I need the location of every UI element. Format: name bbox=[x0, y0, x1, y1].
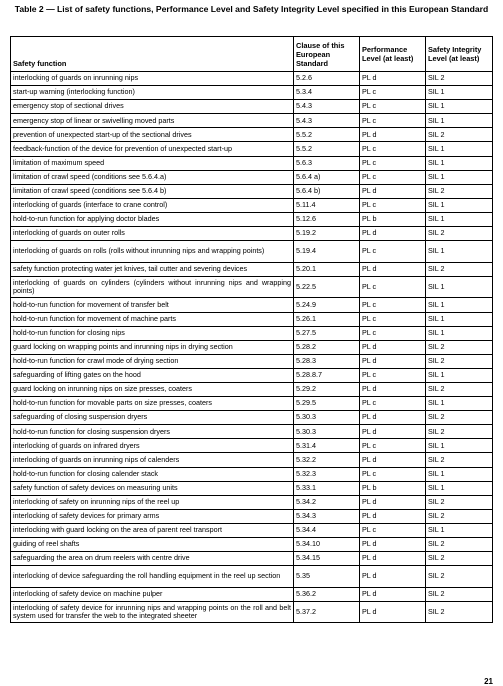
header-performance-level: Performance Level (at least) bbox=[360, 37, 426, 72]
cell-safety-integrity-level: SIL 2 bbox=[426, 495, 493, 509]
cell-safety-function: limitation of crawl speed (conditions see 5.6.4.a) bbox=[11, 170, 294, 184]
cell-performance-level: PL d bbox=[360, 382, 426, 396]
cell-safety-integrity-level: SIL 1 bbox=[426, 397, 493, 411]
cell-clause: 5.12.6 bbox=[294, 212, 360, 226]
cell-safety-function: interlocking of guards (interface to crane control) bbox=[11, 198, 294, 212]
cell-performance-level: PL d bbox=[360, 411, 426, 425]
cell-safety-integrity-level: SIL 1 bbox=[426, 467, 493, 481]
cell-performance-level: PL c bbox=[360, 523, 426, 537]
table-row bbox=[11, 425, 493, 439]
cell-safety-function: limitation of crawl speed (conditions see 5.6.4 b) bbox=[11, 184, 294, 198]
cell-clause: 5.6.4 b) bbox=[294, 184, 360, 198]
table-row bbox=[11, 114, 493, 128]
cell-safety-function: interlocking of guards on inrunning nips bbox=[11, 72, 294, 86]
cell-clause: 5.19.2 bbox=[294, 227, 360, 241]
cell-performance-level: PL b bbox=[360, 212, 426, 226]
cell-clause: 5.28.2 bbox=[294, 340, 360, 354]
cell-clause: 5.26.1 bbox=[294, 312, 360, 326]
table-row bbox=[11, 212, 493, 226]
cell-performance-level: PL d bbox=[360, 538, 426, 552]
cell-safety-function: interlocking of guards on outer rolls bbox=[11, 227, 294, 241]
cell-safety-function: interlocking of guards on inrunning nips of calenders bbox=[11, 453, 294, 467]
cell-clause: 5.30.3 bbox=[294, 411, 360, 425]
cell-clause: 5.6.4 a) bbox=[294, 170, 360, 184]
cell-performance-level: PL d bbox=[360, 354, 426, 368]
cell-safety-function: safeguarding of closing suspension dryers bbox=[11, 411, 294, 425]
cell-safety-integrity-level: SIL 1 bbox=[426, 170, 493, 184]
cell-performance-level: PL d bbox=[360, 227, 426, 241]
cell-clause: 5.36.2 bbox=[294, 587, 360, 601]
cell-performance-level: PL d bbox=[360, 509, 426, 523]
cell-safety-function: emergency stop of linear or swivelling moved parts bbox=[11, 114, 294, 128]
cell-safety-integrity-level: SIL 1 bbox=[426, 523, 493, 537]
cell-safety-integrity-level: SIL 2 bbox=[426, 552, 493, 566]
table-row bbox=[11, 587, 493, 601]
header-clause: Clause of this European Standard bbox=[294, 37, 360, 72]
cell-clause: 5.37.2 bbox=[294, 601, 360, 623]
table-row bbox=[11, 368, 493, 382]
cell-safety-function: limitation of maximum speed bbox=[11, 156, 294, 170]
cell-safety-integrity-level: SIL 1 bbox=[426, 481, 493, 495]
cell-safety-function: guiding of reel shafts bbox=[11, 538, 294, 552]
table-row bbox=[11, 552, 493, 566]
cell-performance-level: PL c bbox=[360, 198, 426, 212]
table-row bbox=[11, 397, 493, 411]
cell-safety-function: feedback-function of the device for prevention of unexpected start-up bbox=[11, 142, 294, 156]
cell-safety-function: interlocking of guards on rolls (rolls without inrunning nips and wrapping points) bbox=[11, 241, 294, 263]
cell-clause: 5.34.15 bbox=[294, 552, 360, 566]
cell-safety-function: interlocking of safety device for inrunning nips and wrapping points on the roll and belt system used for transfer the web to the integrated sheeter bbox=[11, 601, 294, 623]
cell-safety-function: interlocking of safety device on machine pulper bbox=[11, 587, 294, 601]
cell-safety-integrity-level: SIL 2 bbox=[426, 566, 493, 588]
cell-clause: 5.4.3 bbox=[294, 114, 360, 128]
cell-safety-integrity-level: SIL 1 bbox=[426, 312, 493, 326]
table-row bbox=[11, 601, 493, 623]
table-row bbox=[11, 509, 493, 523]
cell-safety-integrity-level: SIL 2 bbox=[426, 601, 493, 623]
cell-performance-level: PL c bbox=[360, 467, 426, 481]
cell-performance-level: PL c bbox=[360, 241, 426, 263]
cell-clause: 5.28.3 bbox=[294, 354, 360, 368]
cell-safety-integrity-level: SIL 1 bbox=[426, 156, 493, 170]
cell-safety-function: hold-to-run function for movable parts on size presses, coaters bbox=[11, 397, 294, 411]
table-row bbox=[11, 354, 493, 368]
cell-safety-integrity-level: SIL 1 bbox=[426, 114, 493, 128]
table-row bbox=[11, 566, 493, 588]
cell-clause: 5.32.3 bbox=[294, 467, 360, 481]
table-row bbox=[11, 523, 493, 537]
cell-performance-level: PL c bbox=[360, 368, 426, 382]
cell-safety-function: guard locking on wrapping points and inrunning nips in drying section bbox=[11, 340, 294, 354]
cell-safety-function: hold-to-run function for movement of transfer belt bbox=[11, 298, 294, 312]
table-row bbox=[11, 100, 493, 114]
cell-performance-level: PL c bbox=[360, 276, 426, 298]
cell-safety-integrity-level: SIL 2 bbox=[426, 587, 493, 601]
page-number: 21 bbox=[484, 677, 493, 686]
cell-performance-level: PL d bbox=[360, 128, 426, 142]
cell-clause: 5.34.2 bbox=[294, 495, 360, 509]
cell-clause: 5.31.4 bbox=[294, 439, 360, 453]
table-row bbox=[11, 467, 493, 481]
cell-safety-integrity-level: SIL 2 bbox=[426, 354, 493, 368]
cell-performance-level: PL c bbox=[360, 114, 426, 128]
cell-safety-integrity-level: SIL 2 bbox=[426, 340, 493, 354]
cell-clause: 5.28.8.7 bbox=[294, 368, 360, 382]
cell-performance-level: PL c bbox=[360, 86, 426, 100]
cell-safety-integrity-level: SIL 2 bbox=[426, 72, 493, 86]
cell-safety-function: prevention of unexpected start-up of the sectional drives bbox=[11, 128, 294, 142]
cell-performance-level: PL c bbox=[360, 156, 426, 170]
cell-safety-integrity-level: SIL 2 bbox=[426, 425, 493, 439]
table-row bbox=[11, 326, 493, 340]
table-row bbox=[11, 72, 493, 86]
cell-safety-integrity-level: SIL 1 bbox=[426, 298, 493, 312]
cell-safety-integrity-level: SIL 2 bbox=[426, 262, 493, 276]
table-row bbox=[11, 86, 493, 100]
header-safety-integrity-level: Safety Integrity Level (at least) bbox=[426, 37, 493, 72]
safety-functions-table bbox=[10, 36, 493, 623]
cell-safety-integrity-level: SIL 2 bbox=[426, 184, 493, 198]
cell-safety-function: interlocking of device safeguarding the roll handling equipment in the reel up section bbox=[11, 566, 294, 588]
table-row bbox=[11, 439, 493, 453]
cell-clause: 5.34.3 bbox=[294, 509, 360, 523]
cell-safety-integrity-level: SIL 2 bbox=[426, 411, 493, 425]
cell-safety-function: guard locking on inrunning nips on size presses, coaters bbox=[11, 382, 294, 396]
table-row bbox=[11, 156, 493, 170]
table-header-row bbox=[11, 37, 493, 72]
cell-safety-integrity-level: SIL 2 bbox=[426, 128, 493, 142]
table-row bbox=[11, 312, 493, 326]
cell-performance-level: PL d bbox=[360, 340, 426, 354]
cell-safety-integrity-level: SIL 1 bbox=[426, 241, 493, 263]
table-row bbox=[11, 538, 493, 552]
table-row bbox=[11, 276, 493, 298]
cell-clause: 5.33.1 bbox=[294, 481, 360, 495]
cell-safety-integrity-level: SIL 1 bbox=[426, 276, 493, 298]
cell-safety-integrity-level: SIL 1 bbox=[426, 326, 493, 340]
cell-safety-integrity-level: SIL 2 bbox=[426, 453, 493, 467]
table-row bbox=[11, 227, 493, 241]
cell-performance-level: PL c bbox=[360, 170, 426, 184]
cell-clause: 5.4.3 bbox=[294, 100, 360, 114]
cell-clause: 5.22.5 bbox=[294, 276, 360, 298]
cell-clause: 5.2.6 bbox=[294, 72, 360, 86]
cell-performance-level: PL d bbox=[360, 495, 426, 509]
table-row bbox=[11, 198, 493, 212]
header-safety-function: Safety function bbox=[11, 37, 294, 72]
table-row bbox=[11, 453, 493, 467]
cell-clause: 5.34.4 bbox=[294, 523, 360, 537]
cell-performance-level: PL d bbox=[360, 552, 426, 566]
cell-performance-level: PL b bbox=[360, 481, 426, 495]
cell-safety-integrity-level: SIL 1 bbox=[426, 212, 493, 226]
cell-performance-level: PL d bbox=[360, 453, 426, 467]
cell-clause: 5.11.4 bbox=[294, 198, 360, 212]
table-row bbox=[11, 382, 493, 396]
cell-safety-function: hold-to-run function for closing calender stack bbox=[11, 467, 294, 481]
cell-safety-integrity-level: SIL 2 bbox=[426, 509, 493, 523]
cell-safety-function: hold-to-run function for crawl mode of drying section bbox=[11, 354, 294, 368]
table-row bbox=[11, 142, 493, 156]
cell-performance-level: PL d bbox=[360, 425, 426, 439]
table-row bbox=[11, 184, 493, 198]
cell-safety-integrity-level: SIL 1 bbox=[426, 100, 493, 114]
cell-performance-level: PL c bbox=[360, 298, 426, 312]
cell-performance-level: PL c bbox=[360, 100, 426, 114]
cell-clause: 5.3.4 bbox=[294, 86, 360, 100]
cell-clause: 5.5.2 bbox=[294, 142, 360, 156]
cell-performance-level: PL d bbox=[360, 262, 426, 276]
cell-safety-function: hold-to-run function for closing suspension dryers bbox=[11, 425, 294, 439]
cell-performance-level: PL d bbox=[360, 601, 426, 623]
cell-performance-level: PL d bbox=[360, 566, 426, 588]
table-row bbox=[11, 128, 493, 142]
cell-clause: 5.24.9 bbox=[294, 298, 360, 312]
cell-clause: 5.27.5 bbox=[294, 326, 360, 340]
cell-safety-function: start-up warning (interlocking function) bbox=[11, 86, 294, 100]
cell-safety-function: hold-to-run function for closing nips bbox=[11, 326, 294, 340]
table-row bbox=[11, 340, 493, 354]
cell-performance-level: PL c bbox=[360, 312, 426, 326]
table-body bbox=[11, 72, 493, 623]
cell-clause: 5.19.4 bbox=[294, 241, 360, 263]
cell-safety-function: interlocking of guards on cylinders (cylinders without inrunning nips and wrapping points) bbox=[11, 276, 294, 298]
table-row bbox=[11, 298, 493, 312]
cell-safety-integrity-level: SIL 1 bbox=[426, 368, 493, 382]
cell-safety-integrity-level: SIL 1 bbox=[426, 142, 493, 156]
cell-performance-level: PL c bbox=[360, 439, 426, 453]
table-row bbox=[11, 241, 493, 263]
cell-performance-level: PL d bbox=[360, 72, 426, 86]
cell-safety-function: interlocking of safety on inrunning nips of the reel up bbox=[11, 495, 294, 509]
cell-safety-function: safeguarding of lifting gates on the hood bbox=[11, 368, 294, 382]
cell-safety-function: interlocking with guard locking on the area of parent reel transport bbox=[11, 523, 294, 537]
table-row bbox=[11, 411, 493, 425]
cell-safety-function: safety function protecting water jet knives, tail cutter and severing devices bbox=[11, 262, 294, 276]
cell-clause: 5.29.2 bbox=[294, 382, 360, 396]
cell-safety-function: interlocking of guards on infrared dryers bbox=[11, 439, 294, 453]
cell-clause: 5.35 bbox=[294, 566, 360, 588]
cell-safety-integrity-level: SIL 1 bbox=[426, 198, 493, 212]
table-row bbox=[11, 170, 493, 184]
cell-clause: 5.32.2 bbox=[294, 453, 360, 467]
cell-clause: 5.34.10 bbox=[294, 538, 360, 552]
cell-safety-integrity-level: SIL 1 bbox=[426, 86, 493, 100]
table-row bbox=[11, 262, 493, 276]
cell-safety-integrity-level: SIL 2 bbox=[426, 382, 493, 396]
cell-safety-integrity-level: SIL 2 bbox=[426, 227, 493, 241]
cell-safety-function: hold-to-run function for movement of machine parts bbox=[11, 312, 294, 326]
cell-clause: 5.20.1 bbox=[294, 262, 360, 276]
cell-safety-function: interlocking of safety devices for primary arms bbox=[11, 509, 294, 523]
cell-clause: 5.30.3 bbox=[294, 425, 360, 439]
cell-safety-function: hold-to-run function for applying doctor blades bbox=[11, 212, 294, 226]
cell-safety-integrity-level: SIL 1 bbox=[426, 439, 493, 453]
cell-performance-level: PL d bbox=[360, 184, 426, 198]
cell-safety-function: emergency stop of sectional drives bbox=[11, 100, 294, 114]
cell-clause: 5.5.2 bbox=[294, 128, 360, 142]
cell-performance-level: PL c bbox=[360, 142, 426, 156]
cell-clause: 5.29.5 bbox=[294, 397, 360, 411]
cell-safety-integrity-level: SIL 2 bbox=[426, 538, 493, 552]
cell-performance-level: PL c bbox=[360, 326, 426, 340]
cell-performance-level: PL d bbox=[360, 587, 426, 601]
table-row bbox=[11, 495, 493, 509]
cell-safety-function: safety function of safety devices on measuring units bbox=[11, 481, 294, 495]
cell-safety-function: safeguarding the area on drum reelers with centre drive bbox=[11, 552, 294, 566]
table-title: Table 2 — List of safety functions, Performance Level and Safety Integrity Level specified in this European Standard bbox=[14, 4, 489, 14]
cell-performance-level: PL c bbox=[360, 397, 426, 411]
table-row bbox=[11, 481, 493, 495]
cell-clause: 5.6.3 bbox=[294, 156, 360, 170]
